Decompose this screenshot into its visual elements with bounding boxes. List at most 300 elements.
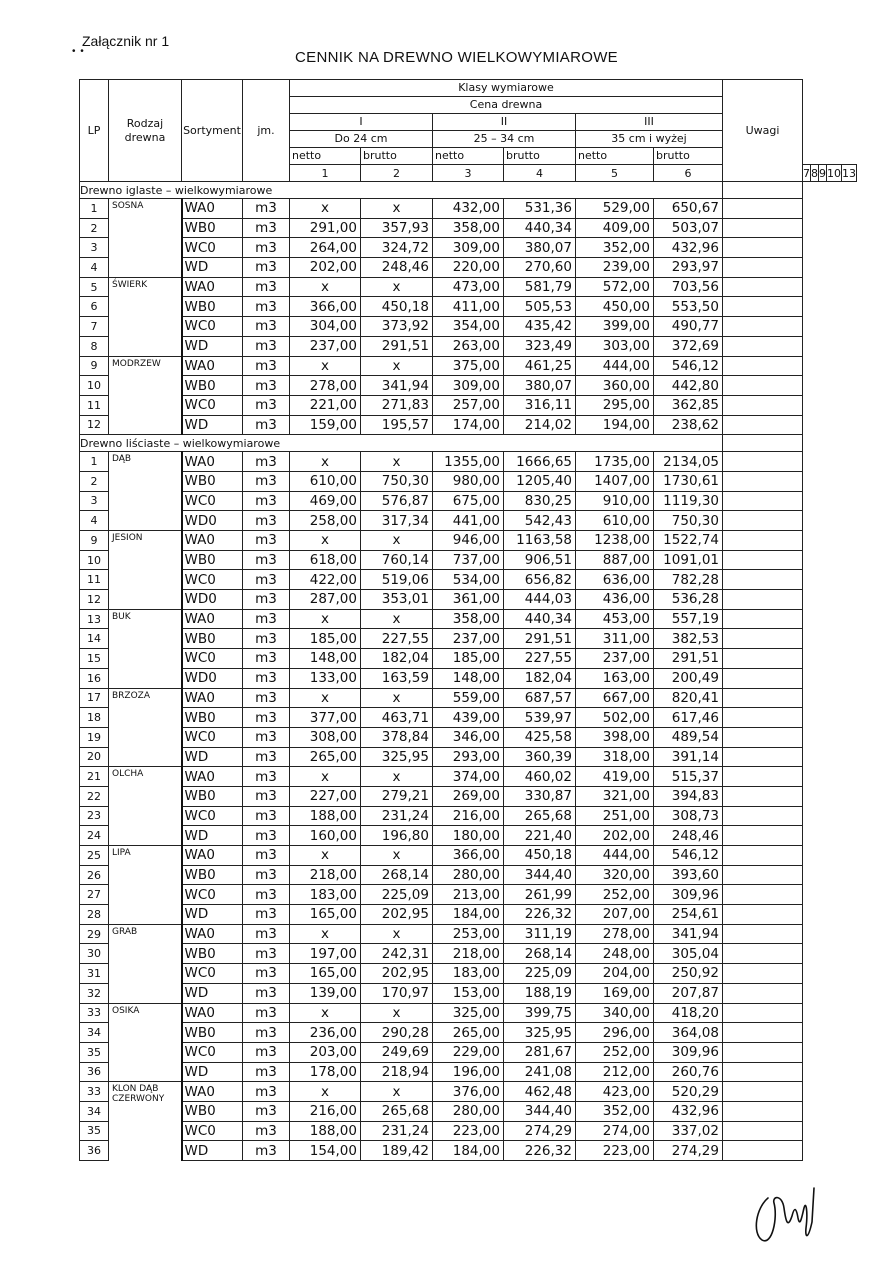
price-cell: 1163,58 xyxy=(504,531,576,551)
price-cell: x xyxy=(361,1003,433,1023)
price-cell: 148,00 xyxy=(433,668,504,688)
uwagi-cell xyxy=(723,1101,803,1121)
price-cell: 316,11 xyxy=(504,395,576,415)
uwagi-cell xyxy=(723,336,803,356)
price-cell: x xyxy=(290,452,361,472)
row-number: 30 xyxy=(80,944,109,964)
price-cell: 409,00 xyxy=(576,218,654,238)
header-jm: jm. xyxy=(243,80,290,182)
table-row xyxy=(80,786,857,806)
column-index: 2 xyxy=(361,165,433,182)
species-name: GRAB xyxy=(109,924,182,1003)
uwagi-cell xyxy=(723,924,803,944)
price-cell: 489,54 xyxy=(654,727,723,747)
price-cell: 174,00 xyxy=(433,415,504,435)
price-cell: 309,96 xyxy=(654,885,723,905)
price-cell: 188,00 xyxy=(290,806,361,826)
sortiment-code: WA0 xyxy=(182,199,243,219)
table-row xyxy=(80,865,857,885)
price-cell: 227,55 xyxy=(361,629,433,649)
uwagi-cell xyxy=(723,1042,803,1062)
section-title: Drewno liściaste – wielkowymiarowe xyxy=(80,435,723,452)
sortiment-code: WD xyxy=(182,336,243,356)
price-cell: 278,00 xyxy=(576,924,654,944)
header-rodzaj: Rodzaj drewna xyxy=(109,80,182,182)
price-cell: 1205,40 xyxy=(504,471,576,491)
row-number: 17 xyxy=(80,688,109,708)
price-cell: 360,00 xyxy=(576,376,654,396)
price-cell: 220,00 xyxy=(433,258,504,278)
row-number: 10 xyxy=(80,550,109,570)
table-row xyxy=(80,924,857,944)
uwagi-cell xyxy=(723,531,803,551)
price-cell: x xyxy=(290,199,361,219)
price-cell: 373,92 xyxy=(361,317,433,337)
table-row xyxy=(80,767,857,787)
row-number: 9 xyxy=(80,531,109,551)
price-cell: 442,80 xyxy=(654,376,723,396)
price-cell: 1238,00 xyxy=(576,531,654,551)
table-row xyxy=(80,727,857,747)
price-cell: 274,29 xyxy=(504,1121,576,1141)
row-number: 21 xyxy=(80,767,109,787)
price-cell: 760,14 xyxy=(361,550,433,570)
unit: m3 xyxy=(243,336,290,356)
price-cell: 411,00 xyxy=(433,297,504,317)
row-number: 34 xyxy=(80,1101,109,1121)
column-index: 3 xyxy=(433,165,504,182)
price-cell: 450,00 xyxy=(576,297,654,317)
header-netto: netto xyxy=(290,148,361,165)
sortiment-code: WA0 xyxy=(182,688,243,708)
sortiment-code: WC0 xyxy=(182,727,243,747)
price-cell: 980,00 xyxy=(433,471,504,491)
price-cell: 505,53 xyxy=(504,297,576,317)
sortiment-code: WC0 xyxy=(182,238,243,258)
price-cell: 221,40 xyxy=(504,826,576,846)
price-cell: 750,30 xyxy=(654,511,723,531)
uwagi-cell xyxy=(723,1062,803,1082)
price-cell: 279,21 xyxy=(361,786,433,806)
row-number: 11 xyxy=(80,395,109,415)
unit: m3 xyxy=(243,924,290,944)
price-cell: 358,00 xyxy=(433,609,504,629)
price-cell: x xyxy=(361,199,433,219)
price-cell: 225,09 xyxy=(361,885,433,905)
price-cell: 1355,00 xyxy=(433,452,504,472)
price-cell: 515,37 xyxy=(654,767,723,787)
table-row xyxy=(80,415,857,435)
price-cell: 344,40 xyxy=(504,865,576,885)
uwagi-cell xyxy=(723,649,803,669)
price-cell: 502,00 xyxy=(576,708,654,728)
row-number: 13 xyxy=(80,609,109,629)
table-row xyxy=(80,590,857,610)
table-row xyxy=(80,336,857,356)
price-cell: 375,00 xyxy=(433,356,504,376)
row-number: 14 xyxy=(80,629,109,649)
price-cell: 353,01 xyxy=(361,590,433,610)
uwagi-cell xyxy=(723,491,803,511)
row-number: 16 xyxy=(80,668,109,688)
price-cell: 441,00 xyxy=(433,511,504,531)
sortiment-code: WD xyxy=(182,905,243,925)
price-cell: 281,67 xyxy=(504,1042,576,1062)
price-cell: 906,51 xyxy=(504,550,576,570)
unit: m3 xyxy=(243,570,290,590)
price-cell: x xyxy=(290,609,361,629)
price-cell: 399,75 xyxy=(504,1003,576,1023)
row-number: 33 xyxy=(80,1003,109,1023)
uwagi-cell xyxy=(723,182,803,199)
price-cell: 361,00 xyxy=(433,590,504,610)
unit: m3 xyxy=(243,218,290,238)
uwagi-cell xyxy=(723,1023,803,1043)
table-row xyxy=(80,258,857,278)
price-cell: 1730,61 xyxy=(654,471,723,491)
price-cell: 364,08 xyxy=(654,1023,723,1043)
column-index: 13 xyxy=(842,166,856,180)
unit: m3 xyxy=(243,727,290,747)
price-cell: 214,02 xyxy=(504,415,576,435)
table-row xyxy=(80,1023,857,1043)
row-number: 27 xyxy=(80,885,109,905)
row-number: 23 xyxy=(80,806,109,826)
price-cell: 188,00 xyxy=(290,1121,361,1141)
table-row xyxy=(80,846,857,866)
price-cell: 519,06 xyxy=(361,570,433,590)
price-cell: 207,00 xyxy=(576,905,654,925)
unit: m3 xyxy=(243,550,290,570)
price-cell: 887,00 xyxy=(576,550,654,570)
unit: m3 xyxy=(243,356,290,376)
price-cell: 618,00 xyxy=(290,550,361,570)
price-cell: 265,00 xyxy=(290,747,361,767)
price-cell: 169,00 xyxy=(576,983,654,1003)
price-cell: 184,00 xyxy=(433,905,504,925)
table-row xyxy=(80,218,857,238)
uwagi-cell xyxy=(723,218,803,238)
sortiment-code: WC0 xyxy=(182,806,243,826)
price-cell: 216,00 xyxy=(290,1101,361,1121)
uwagi-cell xyxy=(723,668,803,688)
price-cell: 576,87 xyxy=(361,491,433,511)
header-brutto: brutto xyxy=(504,148,576,165)
price-cell: 536,28 xyxy=(654,590,723,610)
sortiment-code: WA0 xyxy=(182,846,243,866)
unit: m3 xyxy=(243,885,290,905)
sortiment-code: WB0 xyxy=(182,218,243,238)
table-row xyxy=(80,356,857,376)
table-row xyxy=(80,983,857,1003)
price-cell: 226,32 xyxy=(504,905,576,925)
price-cell: 553,50 xyxy=(654,297,723,317)
price-cell: 531,36 xyxy=(504,199,576,219)
price-cell: x xyxy=(290,531,361,551)
price-cell: 354,00 xyxy=(433,317,504,337)
price-cell: 203,00 xyxy=(290,1042,361,1062)
table-row xyxy=(80,826,857,846)
row-number: 7 xyxy=(80,317,109,337)
price-cell: 444,00 xyxy=(576,846,654,866)
unit: m3 xyxy=(243,199,290,219)
price-cell: 382,53 xyxy=(654,629,723,649)
price-cell: 264,00 xyxy=(290,238,361,258)
row-number: 24 xyxy=(80,826,109,846)
price-cell: 293,00 xyxy=(433,747,504,767)
unit: m3 xyxy=(243,747,290,767)
price-cell: 520,29 xyxy=(654,1082,723,1102)
price-cell: 227,55 xyxy=(504,649,576,669)
price-cell: 274,29 xyxy=(654,1141,723,1161)
price-cell: 293,97 xyxy=(654,258,723,278)
price-cell: 196,00 xyxy=(433,1062,504,1082)
unit: m3 xyxy=(243,905,290,925)
table-row xyxy=(80,531,857,551)
table-row xyxy=(80,1141,857,1161)
price-cell: 610,00 xyxy=(290,471,361,491)
price-cell: x xyxy=(361,688,433,708)
row-number: 29 xyxy=(80,924,109,944)
price-cell: 251,00 xyxy=(576,806,654,826)
uwagi-cell xyxy=(723,452,803,472)
price-cell: 357,93 xyxy=(361,218,433,238)
uwagi-cell xyxy=(723,238,803,258)
uwagi-cell xyxy=(723,826,803,846)
price-cell: 418,20 xyxy=(654,1003,723,1023)
price-cell: 910,00 xyxy=(576,491,654,511)
uwagi-cell xyxy=(723,983,803,1003)
price-cell: 249,69 xyxy=(361,1042,433,1062)
price-cell: 656,82 xyxy=(504,570,576,590)
sortiment-code: WD xyxy=(182,826,243,846)
column-index: 10 xyxy=(827,166,841,180)
price-cell: 291,51 xyxy=(504,629,576,649)
uwagi-cell xyxy=(723,550,803,570)
unit: m3 xyxy=(243,376,290,396)
price-cell: 1522,74 xyxy=(654,531,723,551)
section-row xyxy=(80,435,857,452)
unit: m3 xyxy=(243,491,290,511)
uwagi-cell xyxy=(723,629,803,649)
uwagi-cell xyxy=(723,708,803,728)
uwagi-cell xyxy=(723,964,803,984)
uwagi-cell xyxy=(723,590,803,610)
price-cell: 195,57 xyxy=(361,415,433,435)
sortiment-code: WA0 xyxy=(182,767,243,787)
table-row xyxy=(80,511,857,531)
price-cell: 237,00 xyxy=(576,649,654,669)
row-number: 2 xyxy=(80,218,109,238)
sortiment-code: WA0 xyxy=(182,1003,243,1023)
sortiment-code: WC0 xyxy=(182,885,243,905)
unit: m3 xyxy=(243,590,290,610)
sortiment-code: WA0 xyxy=(182,924,243,944)
price-cell: 542,43 xyxy=(504,511,576,531)
price-cell: 197,00 xyxy=(290,944,361,964)
price-cell: 194,00 xyxy=(576,415,654,435)
row-number: 12 xyxy=(80,415,109,435)
row-number: 4 xyxy=(80,258,109,278)
table-row xyxy=(80,491,857,511)
sortiment-code: WA0 xyxy=(182,609,243,629)
unit: m3 xyxy=(243,708,290,728)
unit: m3 xyxy=(243,1121,290,1141)
price-cell: 341,94 xyxy=(654,924,723,944)
price-cell: 432,96 xyxy=(654,1101,723,1121)
price-cell: x xyxy=(290,924,361,944)
price-cell: 263,00 xyxy=(433,336,504,356)
price-cell: 268,14 xyxy=(504,944,576,964)
unit: m3 xyxy=(243,826,290,846)
header-range-iii: 35 cm i wyżej xyxy=(576,131,723,148)
price-cell: 450,18 xyxy=(504,846,576,866)
price-cell: 377,00 xyxy=(290,708,361,728)
uwagi-cell xyxy=(723,806,803,826)
unit: m3 xyxy=(243,1101,290,1121)
price-cell: 419,00 xyxy=(576,767,654,787)
price-cell: 308,73 xyxy=(654,806,723,826)
price-cell: 202,00 xyxy=(290,258,361,278)
unit: m3 xyxy=(243,668,290,688)
header-class-i: I xyxy=(290,114,433,131)
price-cell: 183,00 xyxy=(433,964,504,984)
price-cell: 221,00 xyxy=(290,395,361,415)
price-cell: 360,39 xyxy=(504,747,576,767)
header-sortyment: Sortyment xyxy=(182,80,243,182)
row-number: 8 xyxy=(80,336,109,356)
table-row xyxy=(80,629,857,649)
header-netto: netto xyxy=(433,148,504,165)
sortiment-code: WA0 xyxy=(182,452,243,472)
price-cell: 325,95 xyxy=(504,1023,576,1043)
price-cell: 265,68 xyxy=(504,806,576,826)
price-cell: 248,46 xyxy=(654,826,723,846)
row-number: 5 xyxy=(80,277,109,297)
header-brutto: brutto xyxy=(654,148,723,165)
price-cell: 305,04 xyxy=(654,944,723,964)
price-cell: x xyxy=(290,767,361,787)
price-cell: 225,09 xyxy=(504,964,576,984)
price-cell: 378,84 xyxy=(361,727,433,747)
price-cell: 252,00 xyxy=(576,1042,654,1062)
price-cell: 2134,05 xyxy=(654,452,723,472)
column-index: 5 xyxy=(576,165,654,182)
section-title: Drewno iglaste – wielkowymiarowe xyxy=(80,182,723,199)
price-cell: 311,00 xyxy=(576,629,654,649)
price-cell: 278,00 xyxy=(290,376,361,396)
price-cell: 311,19 xyxy=(504,924,576,944)
price-cell: 462,48 xyxy=(504,1082,576,1102)
unit: m3 xyxy=(243,1082,290,1102)
header-klasy: Klasy wymiarowe xyxy=(290,80,723,97)
unit: m3 xyxy=(243,297,290,317)
row-number: 36 xyxy=(80,1141,109,1161)
unit: m3 xyxy=(243,806,290,826)
price-cell: x xyxy=(290,688,361,708)
price-cell: 1407,00 xyxy=(576,471,654,491)
price-cell: x xyxy=(361,452,433,472)
sortiment-code: WD0 xyxy=(182,668,243,688)
uwagi-cell xyxy=(723,905,803,925)
price-cell: 207,87 xyxy=(654,983,723,1003)
sortiment-code: WB0 xyxy=(182,550,243,570)
species-name: BUK xyxy=(109,609,182,688)
price-cell: 163,59 xyxy=(361,668,433,688)
price-cell: 450,18 xyxy=(361,297,433,317)
price-cell: 280,00 xyxy=(433,865,504,885)
price-cell: 229,00 xyxy=(433,1042,504,1062)
species-name: LIPA xyxy=(109,846,182,925)
price-cell: 394,83 xyxy=(654,786,723,806)
uwagi-cell xyxy=(723,395,803,415)
unit: m3 xyxy=(243,688,290,708)
price-cell: x xyxy=(361,1082,433,1102)
price-cell: 290,28 xyxy=(361,1023,433,1043)
price-cell: x xyxy=(361,767,433,787)
table-row xyxy=(80,395,857,415)
price-cell: 242,31 xyxy=(361,944,433,964)
price-cell: 309,96 xyxy=(654,1042,723,1062)
price-cell: 218,00 xyxy=(433,944,504,964)
price-cell: 667,00 xyxy=(576,688,654,708)
column-index: 7 xyxy=(803,166,810,180)
price-cell: 557,19 xyxy=(654,609,723,629)
price-cell: 287,00 xyxy=(290,590,361,610)
row-number: 32 xyxy=(80,983,109,1003)
table-row xyxy=(80,1042,857,1062)
price-cell: 581,79 xyxy=(504,277,576,297)
price-cell: 440,34 xyxy=(504,218,576,238)
uwagi-cell xyxy=(723,317,803,337)
price-cell: 265,00 xyxy=(433,1023,504,1043)
sortiment-code: WC0 xyxy=(182,395,243,415)
unit: m3 xyxy=(243,609,290,629)
price-cell: 252,00 xyxy=(576,885,654,905)
price-cell: 153,00 xyxy=(433,983,504,1003)
price-cell: 444,03 xyxy=(504,590,576,610)
table-row xyxy=(80,376,857,396)
sortiment-code: WC0 xyxy=(182,570,243,590)
unit: m3 xyxy=(243,629,290,649)
price-cell: 374,00 xyxy=(433,767,504,787)
table-row xyxy=(80,1062,857,1082)
price-cell: 1666,65 xyxy=(504,452,576,472)
section-row xyxy=(80,182,857,199)
sortiment-code: WC0 xyxy=(182,1042,243,1062)
price-cell: 148,00 xyxy=(290,649,361,669)
species-name: DĄB xyxy=(109,452,182,531)
price-cell: 539,97 xyxy=(504,708,576,728)
unit: m3 xyxy=(243,865,290,885)
row-number: 4 xyxy=(80,511,109,531)
price-cell: x xyxy=(361,531,433,551)
price-cell: 183,00 xyxy=(290,885,361,905)
row-number: 3 xyxy=(80,491,109,511)
row-number: 18 xyxy=(80,708,109,728)
price-cell: 617,46 xyxy=(654,708,723,728)
header-class-ii: II xyxy=(433,114,576,131)
price-cell: 260,76 xyxy=(654,1062,723,1082)
sortiment-code: WB0 xyxy=(182,471,243,491)
unit: m3 xyxy=(243,944,290,964)
price-cell: 529,00 xyxy=(576,199,654,219)
species-name: BRZOZA xyxy=(109,688,182,767)
row-number: 2 xyxy=(80,471,109,491)
price-cell: 432,96 xyxy=(654,238,723,258)
table-row xyxy=(80,452,857,472)
uwagi-cell xyxy=(723,511,803,531)
